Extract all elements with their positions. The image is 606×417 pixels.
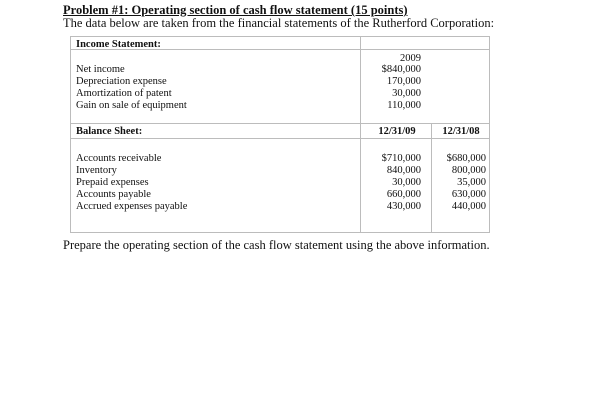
balance-row-label: Inventory [76, 165, 117, 176]
intro-text: The data below are taken from the financial statements of the Rutherford Corporation: [63, 16, 495, 30]
balance-row-label: Accrued expenses payable [76, 201, 188, 212]
income-row-label: Net income [76, 64, 125, 75]
balance-row-2009-value: 30,000 [392, 177, 421, 188]
income-row-label: Depreciation expense [76, 76, 167, 87]
income-statement-header: Income Statement: [76, 39, 161, 50]
balance-col-2009-header: 12/31/09 [378, 126, 416, 137]
income-row-value: 170,000 [386, 76, 421, 87]
balance-row-2009-value: 840,000 [386, 165, 421, 176]
instruction-text: Prepare the operating section of the cash flow statement using the above information. [63, 238, 490, 252]
balance-row-label: Prepaid expenses [76, 177, 149, 188]
income-row-value: 110,000 [387, 100, 421, 111]
balance-row-2008-value: $680,000 [446, 153, 486, 164]
income-row-label: Amortization of patent [76, 88, 172, 99]
balance-col-2008-header: 12/31/08 [442, 126, 480, 137]
row-divider [71, 138, 489, 139]
income-row-value: 30,000 [392, 88, 421, 99]
balance-row-2009-value: 660,000 [386, 189, 421, 200]
balance-row-label: Accounts receivable [76, 153, 162, 164]
income-row-label: Gain on sale of equipment [76, 100, 187, 111]
balance-row-2009-value: 430,000 [386, 201, 421, 212]
column-divider [360, 37, 361, 232]
income-year-header: 2009 [400, 53, 421, 64]
problem-title: Problem #1: Operating section of cash flow statement (15 points) [63, 3, 408, 17]
balance-row-2009-value: $710,000 [381, 153, 421, 164]
balance-sheet-header: Balance Sheet: [76, 126, 143, 137]
financial-data-table [70, 36, 490, 233]
balance-row-label: Accounts payable [76, 189, 151, 200]
balance-row-2008-value: 800,000 [451, 165, 486, 176]
balance-row-2008-value: 630,000 [451, 189, 486, 200]
balance-row-2008-value: 440,000 [451, 201, 486, 212]
income-row-value: $840,000 [381, 64, 421, 75]
row-divider [71, 123, 489, 124]
balance-row-2008-value: 35,000 [457, 177, 486, 188]
